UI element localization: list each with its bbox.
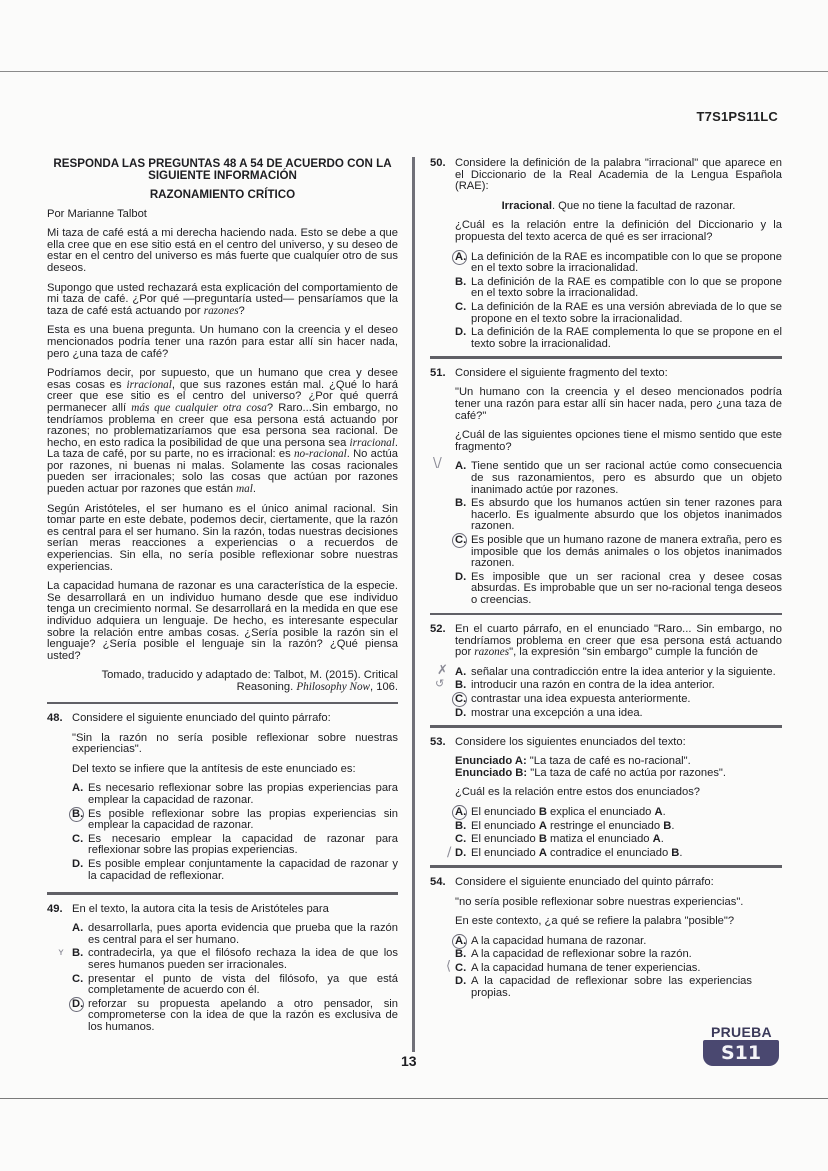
option-d[interactable]: D. A la capacidad de reflexionar sobre las experiencias propias.: [455, 975, 752, 1000]
separator: [47, 702, 398, 705]
question-48: [47, 713, 398, 882]
separator: [430, 613, 782, 616]
top-rule: [0, 71, 828, 72]
option-b[interactable]: B. A la capacidad de reflexionar sobre la razón.: [455, 948, 692, 961]
option-b[interactable]: B. Es absurdo que los humanos actúen sin tener razones para hacerlo. Es igualmente absurdo que los objetos inanimados razonen.: [455, 497, 782, 533]
test-label: PRUEBA: [711, 1024, 772, 1040]
option-b[interactable]: ʏ B. contradecirla, ya que el filósofo rechaza la idea de que los seres humanos pueden ser irracionales.: [58, 947, 398, 972]
option-d[interactable]: D. reforzar su propuesta apelando a otro pensador, sin comprometerse con la idea de que la razón es exclusiva de los humanos.: [72, 997, 398, 1034]
handwritten-mark: ʏ: [58, 947, 65, 959]
question-quote: "Un humano con la creencia y el deseo mencionados podría tener una razón para estar allí sin hacer nada, pero ¿una taza de café?": [455, 386, 782, 422]
options-list: [447, 806, 782, 860]
handwritten-mark: ↺: [435, 677, 445, 691]
question-number: 52.: [430, 623, 446, 635]
exam-code: T7S1PS11LC: [696, 109, 778, 124]
circled-answer-mark: A.: [455, 936, 471, 948]
option-c[interactable]: ⟨ C. A la capacidad humana de tener experiencias.: [446, 958, 701, 974]
question-53: [430, 737, 782, 860]
option-a[interactable]: A. Es necesario reflexionar sobre las propias experiencias para emplear la capacidad de razonar.: [72, 782, 398, 807]
handwritten-mark: ⟨: [446, 958, 452, 974]
option-d[interactable]: D. Es posible emplear conjuntamente la capacidad de razonar y la capacidad de reflexionar.: [72, 858, 398, 882]
question-stem: ¿Cuál es la relación entre estos dos enunciados?: [455, 786, 701, 799]
question-49: [47, 904, 398, 1034]
separator: [430, 865, 782, 868]
question-stem: ¿Cuál es la relación entre la definición del Diccionario y la propuesta del texto acerca de qué es ser irracional?: [455, 219, 782, 243]
circled-answer-mark: A.: [455, 807, 471, 819]
question-number: 48.: [47, 712, 63, 725]
options-list: [72, 783, 398, 882]
question-54: [430, 877, 782, 1000]
question-prompt: Considere los siguientes enunciados del texto:: [455, 735, 686, 748]
option-c[interactable]: C. El enunciado B matiza el enunciado A.: [455, 833, 664, 846]
options-list: [435, 662, 782, 719]
left-column: [47, 158, 398, 1036]
question-prompt: Considere el siguiente enunciado del quinto párrafo:: [455, 875, 714, 888]
question-52: [430, 624, 782, 719]
circled-answer-mark: C.: [455, 535, 471, 570]
option-c[interactable]: C. Es posible que un humano razone de manera extraña, pero es imposible que los demás animales o los objetos inanimados razonen.: [455, 533, 782, 570]
separator: [47, 892, 398, 895]
option-a[interactable]: \/ A. Tiene sentido que un ser racional actúe como consecuencia de sus razonamientos, pero es absurdo que un objeto inanimado actúe por razones.: [433, 456, 782, 496]
handwritten-mark: ✗: [437, 662, 448, 678]
question-number: 53.: [430, 735, 446, 748]
option-d[interactable]: ∕ D. El enunciado A contradice el enunciado B.: [447, 844, 683, 860]
option-c[interactable]: C. La definición de la RAE es una versión abreviada de lo que se propone en el texto sobre la irracionalidad.: [455, 300, 782, 325]
option-a[interactable]: A. desarrollarla, pues aporta evidencia que prueba que la razón es central para el ser humano.: [72, 922, 398, 946]
question-prompt: En el texto, la autora cita la tesis de Aristóteles para: [72, 902, 329, 915]
reading-paragraph-1: Mi taza de café está a mi derecha haciendo nada. Esto se debe a que ella cree que en ese sitio está en el centro del universo, y su deseo de estar en el centro del universo es más fuerte que cualquier otro de sus deseos.: [47, 227, 398, 274]
question-stem: Del texto se infiere que la antítesis de este enunciado es:: [72, 762, 356, 775]
circled-answer-mark: C.: [455, 694, 471, 706]
question-stem: ¿Cuál de las siguientes opciones tiene el mismo sentido que este fragmento?: [455, 429, 782, 453]
question-quote: "no sería posible reflexionar sobre nuestras experiencias".: [455, 895, 744, 908]
option-a[interactable]: A. A la capacidad humana de razonar.: [455, 934, 647, 947]
option-c[interactable]: C. contrastar una idea expuesta anteriormente.: [455, 692, 691, 705]
question-quote: "Sin la razón no sería posible reflexionar sobre nuestras experiencias".: [72, 731, 398, 756]
option-b[interactable]: B. Es posible reflexionar sobre las propias experiencias sin emplear la capacidad de razonar.: [72, 807, 398, 832]
question-51: [430, 368, 782, 607]
circled-answer-mark: D.: [72, 999, 88, 1034]
reading-paragraph-6: La capacidad humana de razonar es una característica de la especie. Se desarrollará en un individuo humano desde que ese individuo tenga un crecimiento normal. Se desarrollará en la medida en que ese individuo adquiera un lenguaje. De hecho, es interesante especular sobre la relación entre ambas cosas. ¿Sería posible la razón sin el lenguaje? ¿Sería posible el lenguaje sin la razón? ¿Qué piensa usted?: [47, 580, 398, 662]
separator: [430, 725, 782, 728]
question-number: 50.: [430, 157, 446, 169]
reading-paragraph-2: Supongo que usted rechazará esta explicación del comportamiento de mi taza de café. ¿Por qué —preguntaría usted— pensaríamos que la taza de café está actuando por razones?: [47, 281, 398, 317]
reading-paragraph-5: Según Aristóteles, el ser humano es el único animal racional. Sin tomar parte en este debate, podemos decir, ciertamente, que la razón es central para el ser humano. Sin la razón, todas nuestras decisiones serían meras reacciones a experiencias o a recuerdos de experiencias. Sin ella, no sería posible reflexionar sobre nuestras experiencias.: [47, 502, 398, 573]
question-prompt: Considere la definición de la palabra "irracional" que aparece en el Diccionario de la Real Academia de la Lengua Española (RAE):: [455, 157, 782, 193]
option-b[interactable]: B. La definición de la RAE es compatible con lo que se propone en el texto sobre la irracionalidad.: [455, 275, 782, 300]
circled-answer-mark: B.: [72, 809, 88, 832]
reading-title: RAZONAMIENTO CRÍTICO: [149, 188, 296, 201]
reading-paragraph-3: Esta es una buena pregunta. Un humano con la creencia y el deseo mencionados podría tener una razón para estar allí sin hacer nada, pero ¿una taza de café?: [47, 324, 398, 360]
statements: Enunciado A: "La taza de café es no-racional". Enunciado B: "La taza de café no actúa por razones".: [455, 755, 726, 779]
instructions-heading: RESPONDA LAS PREGUNTAS 48 A 54 DE ACUERDO CON LA SIGUIENTE INFORMACIÓN: [53, 157, 392, 182]
options-list: [446, 934, 782, 1000]
reading-paragraph-4: Podríamos decir, por supuesto, que un humano que crea y desee esas cosas es irracional, que sus razones están mal. ¿Qué lo hará creer que ese sitio es el centro del universo? ¿Por qué querrá permanecer allí más que cualquier otra cosa? Raro...Sin embargo, no tendríamos problema en creer que esa persona está actuando por razones; no problematizaríamos que esa persona sea racional. De hecho, en esto radica la posibilidad de que una persona sea irracional. La taza de café, por su parte, no es irracional: es no-racional. No actúa por razones, ni buenas ni malas. Solamente las cosas racionales pueden ser irracionales; solo las cosas que actúan por razones pueden actuar por razones que están mal.: [47, 367, 399, 496]
options-list: [455, 252, 782, 351]
test-code-badge: S11: [703, 1040, 779, 1066]
option-c[interactable]: C. presentar el punto de vista del filósofo, ya que está completamente de acuerdo con él.: [72, 972, 398, 997]
options-list: [58, 922, 398, 1034]
separator: [430, 356, 782, 359]
dictionary-definition: Irracional. Que no tiene la facultad de razonar.: [501, 199, 736, 212]
option-b[interactable]: ↺ B. introducir una razón en contra de la idea anterior.: [435, 677, 715, 692]
option-a[interactable]: A. El enunciado B explica el enunciado A.: [455, 806, 666, 819]
question-prompt: Considere el siguiente enunciado del quinto párrafo:: [72, 712, 331, 725]
option-a[interactable]: ✗ A. señalar una contradicción entre la idea anterior y la siguiente.: [437, 662, 776, 678]
question-number: 51.: [430, 366, 446, 379]
question-number: 54.: [430, 875, 446, 888]
question-50: [430, 158, 782, 350]
option-a[interactable]: A. La definición de la RAE es incompatible con lo que se propone en el texto sobre la irracionalidad.: [455, 250, 782, 275]
question-stem: En este contexto, ¿a qué se refiere la palabra "posible"?: [455, 915, 735, 928]
handwritten-mark: ∕: [447, 844, 452, 860]
question-prompt: Considere el siguiente fragmento del texto:: [455, 366, 668, 379]
question-number: 49.: [47, 902, 63, 915]
reading-author: Por Marianne Talbot: [47, 207, 147, 220]
page-number: 13: [401, 1053, 417, 1069]
handwritten-mark: \/: [433, 456, 442, 472]
column-divider: [412, 157, 415, 1052]
option-d[interactable]: D. Es imposible que un ser racional crea y desee cosas absurdas. Es improbable que un ser no-racional tenga deseos o creencias.: [455, 570, 782, 606]
circled-answer-mark: A.: [455, 252, 471, 275]
option-d[interactable]: D. mostrar una excepción a una idea.: [455, 706, 643, 719]
right-column: [430, 158, 782, 1002]
option-b[interactable]: B. El enunciado A restringe el enunciado B.: [455, 819, 675, 832]
bottom-rule: [0, 1098, 828, 1099]
reading-source: Tomado, traducido y adaptado de: Talbot, M. (2015). Critical Reasoning. Philosophy Now, 106.: [101, 669, 398, 693]
option-c[interactable]: C. Es necesario emplear la capacidad de razonar para reflexionar sobre las propias experiencias.: [72, 832, 398, 857]
question-prompt: En el cuarto párrafo, en el enunciado "Raro... Sin embargo, no tendríamos problema en creer que esa persona está actuando por razones", la expresión "sin embargo" cumple la función de: [455, 623, 782, 659]
options-list: [433, 456, 782, 606]
option-d[interactable]: D. La definición de la RAE complementa lo que se propone en el texto sobre la irracionalidad.: [455, 326, 782, 350]
